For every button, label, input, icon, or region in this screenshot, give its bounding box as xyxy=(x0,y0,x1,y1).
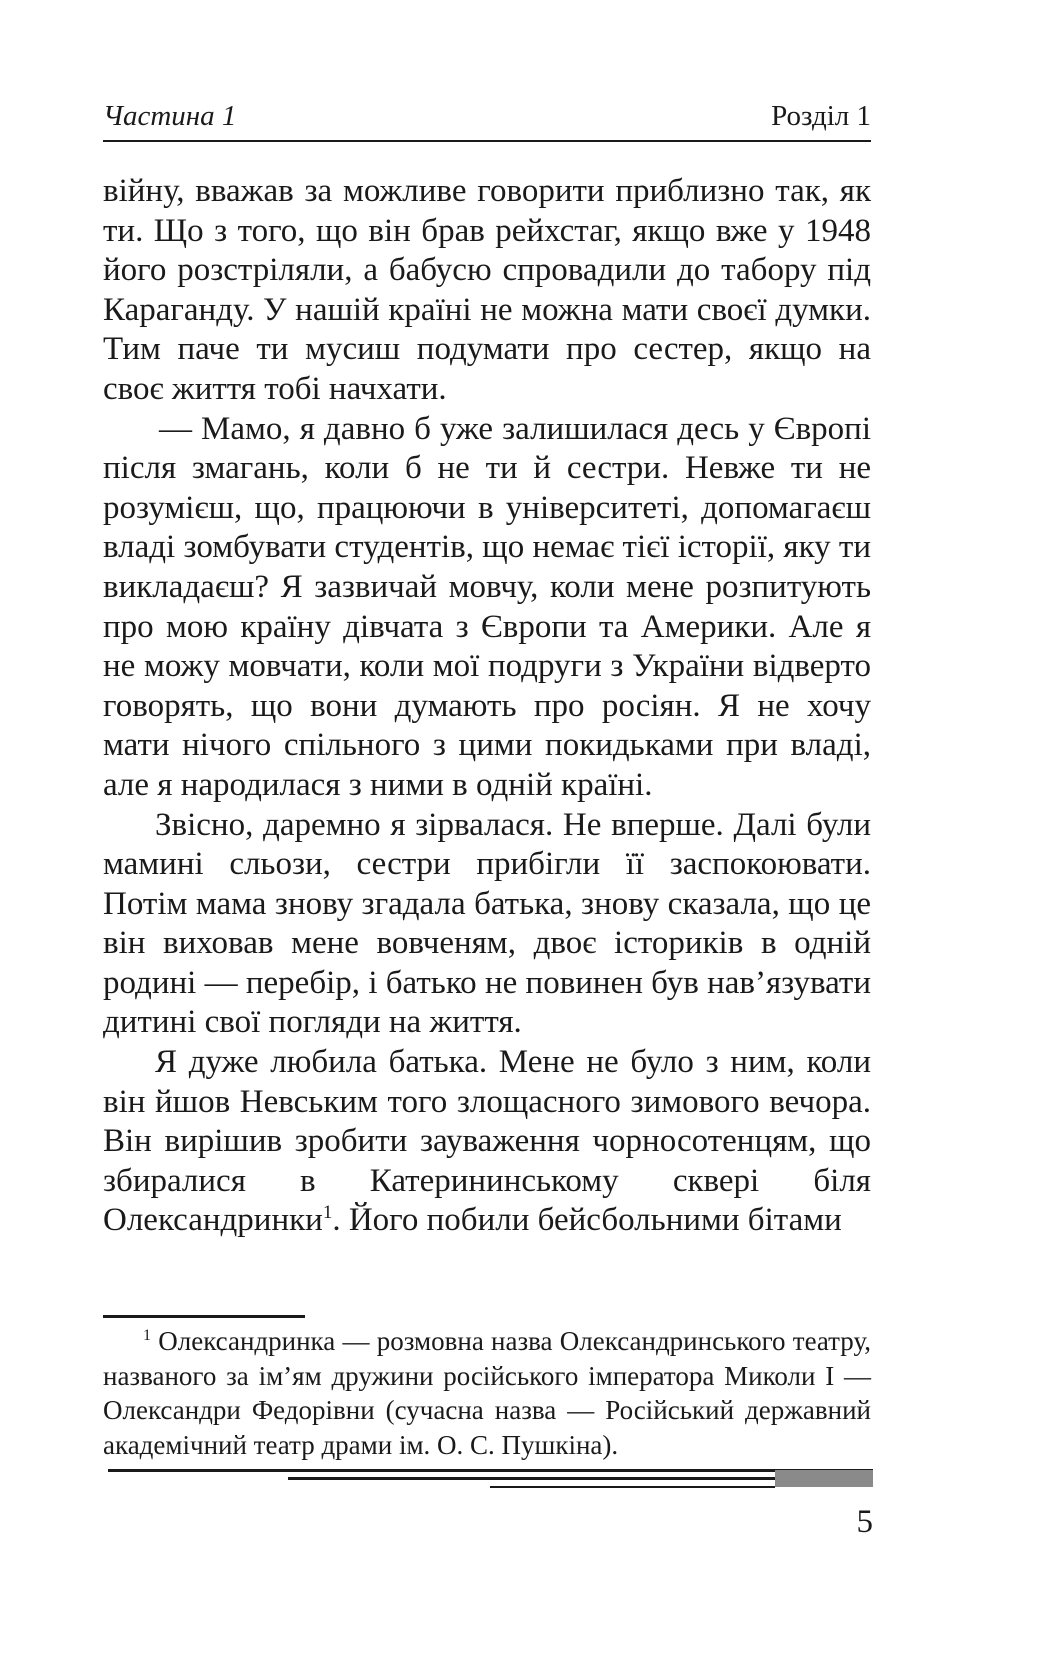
paragraph-4 xyxy=(103,1043,871,1241)
footnote-text: Олександринка — розмовна назва Олександринського театру, названого за ім’ям дружини російського імператора Миколи І — Олександри Федорівни (сучасна назва — Російський державний академічний театр драми ім. О. С. Пушкіна). xyxy=(103,1326,871,1460)
footer-shade-block xyxy=(775,1470,873,1487)
chapter-title: Розділ 1 xyxy=(771,100,871,132)
paragraph-4-text: Я дуже любила батька. Мене не було з ним, коли він йшов Невським того злощасного зимового вечора. Він вирішив зробити зауваження чорносотенцям, що збиралися в Катерининському сквері біля Олександринки xyxy=(103,1044,871,1239)
footnote-marker: 1 xyxy=(143,1327,151,1344)
footnote-paragraph xyxy=(103,1324,871,1462)
footer-rule-1 xyxy=(108,1469,873,1472)
footnote-reference[interactable]: 1 xyxy=(322,1202,333,1224)
footnote xyxy=(103,1324,871,1462)
paragraph-3: Звісно, даремно я зірвалася. Не вперше. Далі були мамині сльози, сестри прибігли її заспокоювати. Потім мама знову згадала батька, знову сказала, що це він виховав мене вовченям, двоє істориків в одній родині — перебір, і батько не повинен був нав’язувати дитині свої погляди на життя. xyxy=(103,806,871,1041)
paragraph-2: — Мамо, я давно б уже залишилася десь у Європі після змагань, коли б не ти й сестри. Невже ти не розумієш, що, працюючи в університеті, допомагаєш владі зомбувати студентів, що немає тієї історії, яку ти викладаєш? Я зазвичай мовчу, коли мене розпитують про мою країну дівчата з Європи та Америки. Але я не можу мовчати, коли мої подруги з України відверто говорять, що вони думають про росіян. Я не хочу мати нічого спільного з цими покидьками при владі, але я народилася з ними в одній країні. xyxy=(103,410,871,803)
running-head xyxy=(103,96,871,142)
paragraph-4-tail: . Його побили бейсбольними бітами xyxy=(332,1202,842,1239)
footnote-separator xyxy=(103,1315,305,1318)
footer-rule-2 xyxy=(288,1477,775,1480)
page-number: 5 xyxy=(856,1504,873,1540)
paragraph-1: війну, вважав за можливе говорити приблизно так, як ти. Що з того, що він брав рейхстаг, якщо вже у 1948 його розстріляли, а бабусю спровадили до табору під Караганду. У нашій країні не можна мати своєї думки. Тим паче ти мусиш подумати про сестер, якщо на своє життя тобі начхати. xyxy=(103,173,871,407)
main-text xyxy=(103,172,871,1241)
footer-rule-3 xyxy=(490,1486,775,1488)
part-title: Частина 1 xyxy=(103,100,237,132)
